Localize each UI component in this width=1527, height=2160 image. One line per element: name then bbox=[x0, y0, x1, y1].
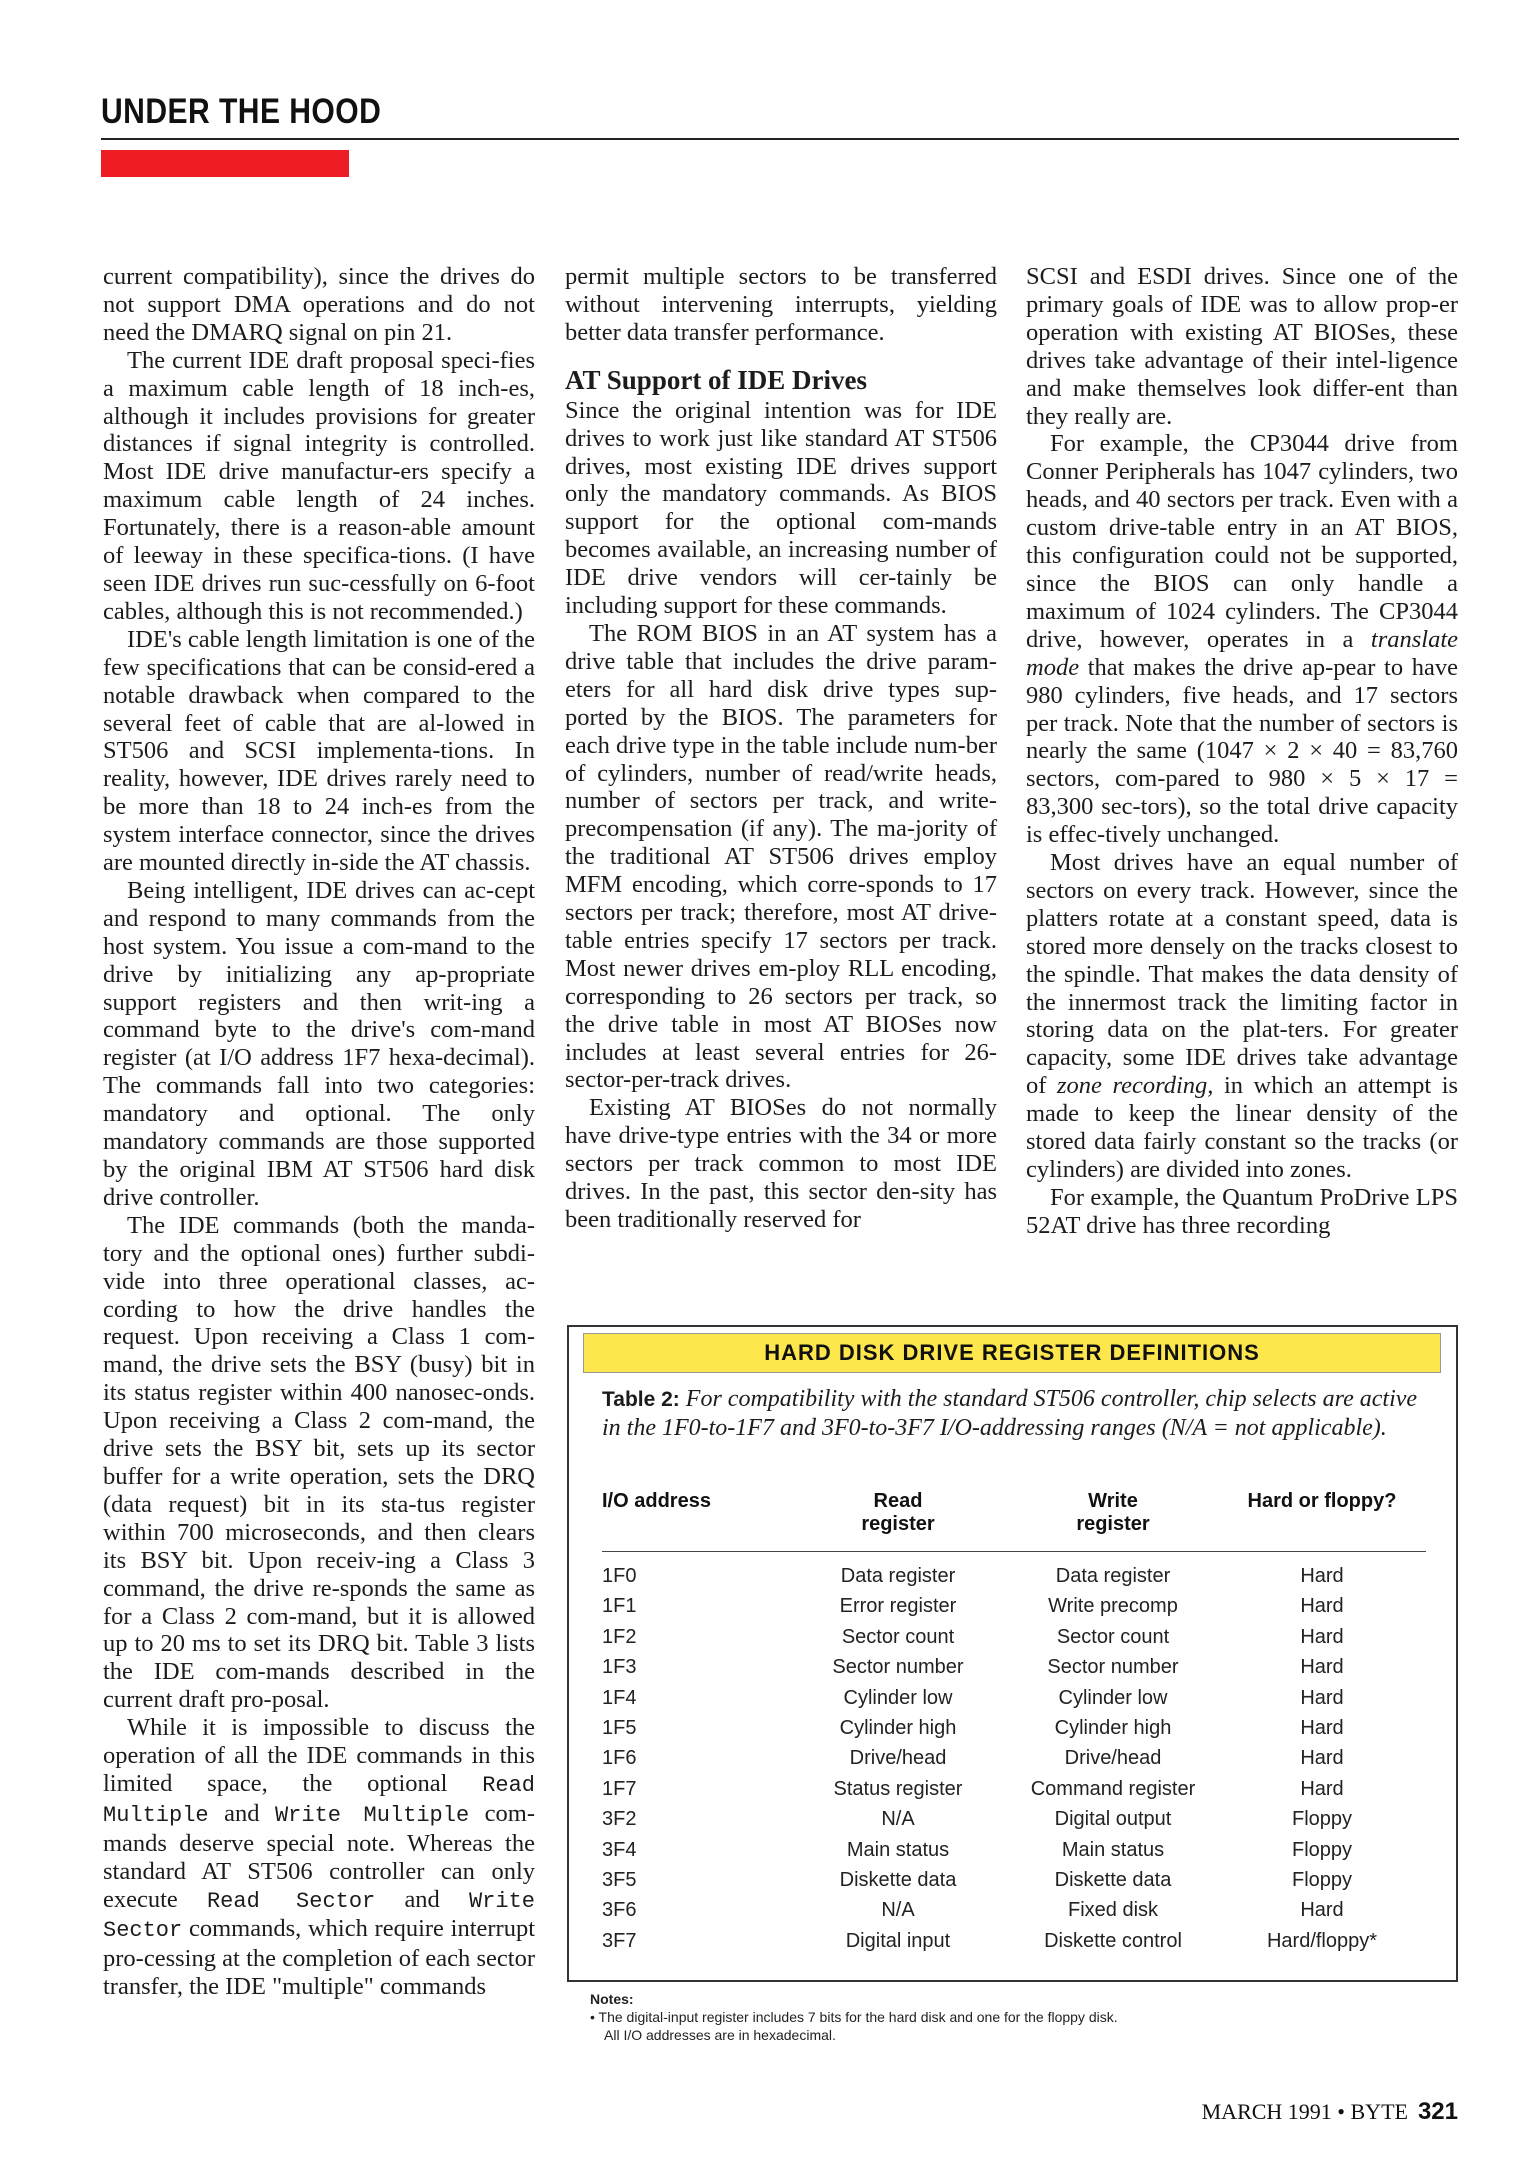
cell-read-register: Cylinder low bbox=[843, 1686, 953, 1709]
emphasis-zone-recording: zone recording, bbox=[1056, 1072, 1214, 1100]
cell-read-register: Sector number bbox=[832, 1656, 964, 1679]
cell-hard-or-floppy: Hard bbox=[1300, 1777, 1344, 1800]
cell-hard-or-floppy: Hard bbox=[1300, 1686, 1344, 1709]
column-header-write-register: Write register bbox=[1076, 1490, 1150, 1535]
cell-hard-or-floppy: Floppy bbox=[1291, 1808, 1353, 1831]
cell-hard-or-floppy: Hard bbox=[1300, 1656, 1344, 1679]
cell-read-register: N/A bbox=[881, 1808, 915, 1831]
cell-hard-or-floppy: Hard bbox=[1300, 1716, 1344, 1739]
section-title: UNDER THE HOOD bbox=[101, 92, 382, 131]
cell-hard-or-floppy: Hard bbox=[1300, 1747, 1344, 1770]
cell-read-register: Drive/head bbox=[849, 1747, 947, 1770]
paragraph: current compatibility), since the drives do not support DMA operations and do not need the DMARQ signal on pin 21. bbox=[103, 263, 535, 346]
table-row bbox=[602, 1561, 1426, 1591]
table-row bbox=[602, 1743, 1426, 1773]
cell-write-register: Main status bbox=[1061, 1838, 1165, 1861]
cell-hard-or-floppy: Hard bbox=[1300, 1565, 1344, 1587]
table-row bbox=[602, 1683, 1426, 1713]
footer-issue: MARCH 1991 • BYTE bbox=[1201, 2099, 1408, 2124]
article-column-3 bbox=[1026, 263, 1458, 1240]
cell-io-address: 3F4 bbox=[602, 1838, 637, 1861]
cell-io-address: 3F5 bbox=[602, 1868, 637, 1891]
table-row bbox=[602, 1591, 1426, 1621]
table-caption bbox=[602, 1385, 1432, 1442]
cell-io-address: 1F7 bbox=[602, 1777, 637, 1800]
paragraph: Existing AT BIOSes do not normally have drive-type entries with the 34 or more sectors per track common to most IDE drives. In the past, this sector den-sity has been traditionally reserved for bbox=[565, 1094, 997, 1233]
table-body bbox=[602, 1561, 1426, 1956]
cell-hard-or-floppy: Hard bbox=[1300, 1625, 1344, 1648]
table-header bbox=[602, 1490, 1426, 1538]
cell-hard-or-floppy: Floppy bbox=[1291, 1838, 1353, 1861]
paragraph: IDE's cable length limitation is one of the few specifications that can be consid-ered a notable drawback when compared to the several feet of cable that are al-lowed in ST506 and SCSI implementa-tions. In reality, however, IDE drives rarely need to be more than 18 to 24 inch-es from the system interface connector, since the drives are mounted directly in-side the AT chassis. bbox=[103, 625, 535, 877]
cell-io-address: 1F4 bbox=[602, 1686, 637, 1709]
text-run: commands, which require interrupt pro-cessing at the completion of each sector transfer, the IDE "multiple" commands bbox=[103, 1915, 536, 2001]
header-rule bbox=[101, 138, 1459, 140]
table-row bbox=[602, 1774, 1426, 1804]
cell-read-register: Error register bbox=[839, 1595, 957, 1618]
cell-write-register: Digital output bbox=[1054, 1808, 1172, 1831]
paragraph: The IDE commands (both the manda-tory and the optional ones) further subdi-vide into three operational classes, ac-cording to how the drive handles the request. Upon receiving a Class 1 com-mand, the drive sets the BSY (busy) bit in its status register within 400 nanosec-onds. Upon receiving a Class 2 com-mand, the drive sets the BSY bit, sets up its sector buffer for a write operation, sets the DRQ (data request) bit in its sta-tus register within 700 microseconds, and then clears its BSY bit. Upon receiv-ing a Class 3 command, the drive re-sponds the same as for a Class 2 com-mand, but it is allowed up to 20 ms to set its DRQ bit. Table 3 lists the IDE com-mands described in the current draft pro-posal. bbox=[103, 1211, 535, 1714]
paragraph: Since the original intention was for IDE drives to work just like standard AT ST506 drives, most existing IDE drives support only the mandatory commands. As BIOS support for the optional com-mands becomes available, an increasing number of IDE drive vendors will cer-tainly be including support for these commands. bbox=[565, 396, 997, 620]
note-line: • The digital-input register includes 7 bits for the hard disk and one for the floppy disk. bbox=[590, 2009, 1118, 2025]
text-run: and bbox=[224, 1799, 260, 1827]
column-header-hard-or-floppy: Hard or floppy? bbox=[1247, 1490, 1397, 1512]
table-row bbox=[602, 1622, 1426, 1652]
cell-read-register: N/A bbox=[881, 1899, 915, 1922]
table-row bbox=[602, 1804, 1426, 1834]
cell-read-register: Cylinder high bbox=[839, 1716, 957, 1739]
table-row bbox=[602, 1865, 1426, 1895]
paragraph: SCSI and ESDI drives. Since one of the primary goals of IDE was to allow prop-er operation with existing AT BIOSes, these drives take advantage of their intel-ligence and make themselves look differ-ent than they really are. bbox=[1026, 263, 1458, 430]
notes-heading: Notes: bbox=[590, 1991, 634, 2007]
text-run: com-mands deserve special note. Whereas the standard AT ST506 controller can only execute bbox=[103, 1799, 535, 1913]
table-title: HARD DISK DRIVE REGISTER DEFINITIONS bbox=[583, 1333, 1441, 1373]
table-header-rule bbox=[602, 1551, 1426, 1552]
page-number: 321 bbox=[1417, 2098, 1458, 2125]
paragraph bbox=[1026, 849, 1458, 1184]
paragraph: Being intelligent, IDE drives can ac-cept and respond to many commands from the host system. You issue a com-mand to the drive by initializing any ap-propriate support registers and then writ-ing a command byte to the drive's com-mand register (at I/O address 1F7 hexa-decimal). The commands fall into two categories: mandatory and optional. The only mandatory commands are those supported by the original IBM AT ST506 hard disk drive controller. bbox=[103, 876, 535, 1211]
cell-io-address: 1F1 bbox=[602, 1595, 637, 1618]
article-column-1 bbox=[103, 263, 535, 2001]
table-row bbox=[602, 1926, 1426, 1956]
cell-hard-or-floppy: Hard bbox=[1300, 1595, 1344, 1618]
paragraph: For example, the Quantum ProDrive LPS 52AT drive has three recording bbox=[1026, 1183, 1458, 1239]
cell-hard-or-floppy: Hard bbox=[1300, 1899, 1344, 1922]
paragraph bbox=[1026, 430, 1458, 849]
code-read-sector: Read Sector bbox=[206, 1888, 376, 1914]
emphasis-translate-mode: translate mode bbox=[1026, 625, 1459, 681]
cell-write-register: Sector count bbox=[1056, 1625, 1170, 1648]
cell-io-address: 1F0 bbox=[602, 1565, 637, 1587]
cell-write-register: Sector number bbox=[1047, 1656, 1179, 1679]
cell-hard-or-floppy: Hard/floppy* bbox=[1266, 1929, 1378, 1952]
code-read-multiple: Read Multiple bbox=[103, 1772, 536, 1828]
column-header-io-address: I/O address bbox=[602, 1490, 711, 1512]
text-run: and bbox=[404, 1885, 440, 1913]
cell-io-address: 1F5 bbox=[602, 1716, 637, 1739]
cell-hard-or-floppy: Floppy bbox=[1291, 1868, 1353, 1891]
cell-write-register: Data register bbox=[1055, 1565, 1171, 1587]
cell-read-register: Sector count bbox=[841, 1625, 955, 1648]
text-run: For example, the CP3044 drive from Conner Peripherals has 1047 cylinders, two heads, and 40 sectors per track. Even with a custom drive-table entry in an AT BIOS, this configuration could not be supported, since the BIOS can only handle a maximum of 1024 cylinders. The CP3044 drive, however, operates in a bbox=[1026, 430, 1458, 653]
table-row bbox=[602, 1713, 1426, 1743]
article-column-2 bbox=[565, 263, 997, 1234]
cell-write-register: Fixed disk bbox=[1067, 1899, 1159, 1922]
table-notes bbox=[590, 1990, 1450, 2044]
cell-read-register: Main status bbox=[846, 1838, 950, 1861]
table-row bbox=[602, 1835, 1426, 1865]
table-row bbox=[602, 1895, 1426, 1925]
cell-io-address: 3F7 bbox=[602, 1929, 637, 1952]
cell-write-register: Command register bbox=[1030, 1777, 1196, 1800]
cell-write-register: Drive/head bbox=[1064, 1747, 1162, 1770]
cell-io-address: 1F6 bbox=[602, 1747, 637, 1770]
header-red-bar bbox=[101, 150, 349, 177]
cell-write-register: Diskette data bbox=[1054, 1868, 1172, 1891]
cell-io-address: 1F3 bbox=[602, 1656, 637, 1679]
cell-io-address: 3F2 bbox=[602, 1808, 637, 1831]
column-header-read-register: Read register bbox=[861, 1490, 935, 1535]
cell-write-register: Cylinder high bbox=[1054, 1716, 1172, 1739]
cell-read-register: Diskette data bbox=[839, 1868, 957, 1891]
text-run: Most drives have an equal number of sectors on every track. However, since the platters rotate at a constant speed, data is stored more densely on the tracks closest to the spindle. That makes the data density of the innermost track the limiting factor in storing data on the plat-ters. For greater capacity, some IDE drives take advantage of bbox=[1026, 849, 1458, 1100]
cell-io-address: 1F2 bbox=[602, 1625, 637, 1648]
paragraph: permit multiple sectors to be transferred without intervening interrupts, yielding better data transfer performance. bbox=[565, 263, 997, 346]
page-footer bbox=[1160, 2098, 1458, 2126]
paragraph bbox=[103, 1714, 535, 2001]
cell-read-register: Status register bbox=[833, 1777, 963, 1800]
cell-write-register: Write precomp bbox=[1048, 1595, 1178, 1618]
table-caption-text: For compatibility with the standard ST506 controller, chip selects are active in the 1F0-to-1F7 and 3F0-to-3F7 I/O-addressing ranges (N/A = not applicable). bbox=[602, 1386, 1418, 1441]
subheading: AT Support of IDE Drives bbox=[565, 364, 868, 395]
table-row bbox=[602, 1652, 1426, 1682]
paragraph: The ROM BIOS in an AT system has a drive table that includes the drive param-eters for all hard disk drive types sup-ported by the BIOS. The parameters for each drive type in the table include num-ber of cylinders, number of read/write heads, number of sectors per track, and write-precompensation (if any). The ma-jority of the traditional AT ST506 drives employ MFM encoding, which corre-sponds to 17 sectors per track; therefore, most AT drive-table entries specify 17 sectors per track. Most newer drives em-ploy RLL encoding, corresponding to 26 sectors per track, so the drive table in most AT BIOSes now includes at least several entries for 26-sector-per-track drives. bbox=[565, 619, 997, 1094]
cell-io-address: 3F6 bbox=[602, 1899, 637, 1922]
code-write-multiple: Write Multiple bbox=[274, 1802, 470, 1828]
text-run: in which an attempt is made to keep the linear density of the stored data fairly constant so the tracks (or cylinders) are divided into zones. bbox=[1026, 1072, 1459, 1183]
cell-write-register: Cylinder low bbox=[1058, 1686, 1168, 1709]
register-table-box bbox=[567, 1325, 1458, 1982]
cell-read-register: Data register bbox=[840, 1565, 956, 1587]
paragraph: The current IDE draft proposal speci-fies a maximum cable length of 18 inch-es, although it includes provisions for greater distances if signal integrity is controlled. Most IDE drive manufactur-ers specify a maximum cable length of 24 inches. Fortunately, there is a reason-able amount of leeway in these specifica-tions. (I have seen IDE drives run suc-cessfully on 6-foot cables, although this is not recommended.) bbox=[103, 346, 535, 625]
text-run: While it is impossible to discuss the operation of all the IDE commands in this limited space, the optional bbox=[103, 1714, 535, 1797]
text-run: that makes the drive ap-pear to have 980 cylinders, five heads, and 17 sectors per track. Note that the number of sectors is nearly the same (1047 × 2 × 40 = 83,760 sectors, com-pared to 980 × 5 × 17 = 83,300 sec-tors), so the total drive capacity is effec-tively unchanged. bbox=[1026, 653, 1458, 849]
code-write-sector: Write Sector bbox=[103, 1888, 535, 1944]
cell-read-register: Digital input bbox=[845, 1929, 951, 1952]
cell-write-register: Diskette control bbox=[1044, 1929, 1182, 1952]
note-line: All I/O addresses are in hexadecimal. bbox=[604, 2027, 836, 2043]
table-caption-label: Table 2: bbox=[602, 1388, 680, 1411]
